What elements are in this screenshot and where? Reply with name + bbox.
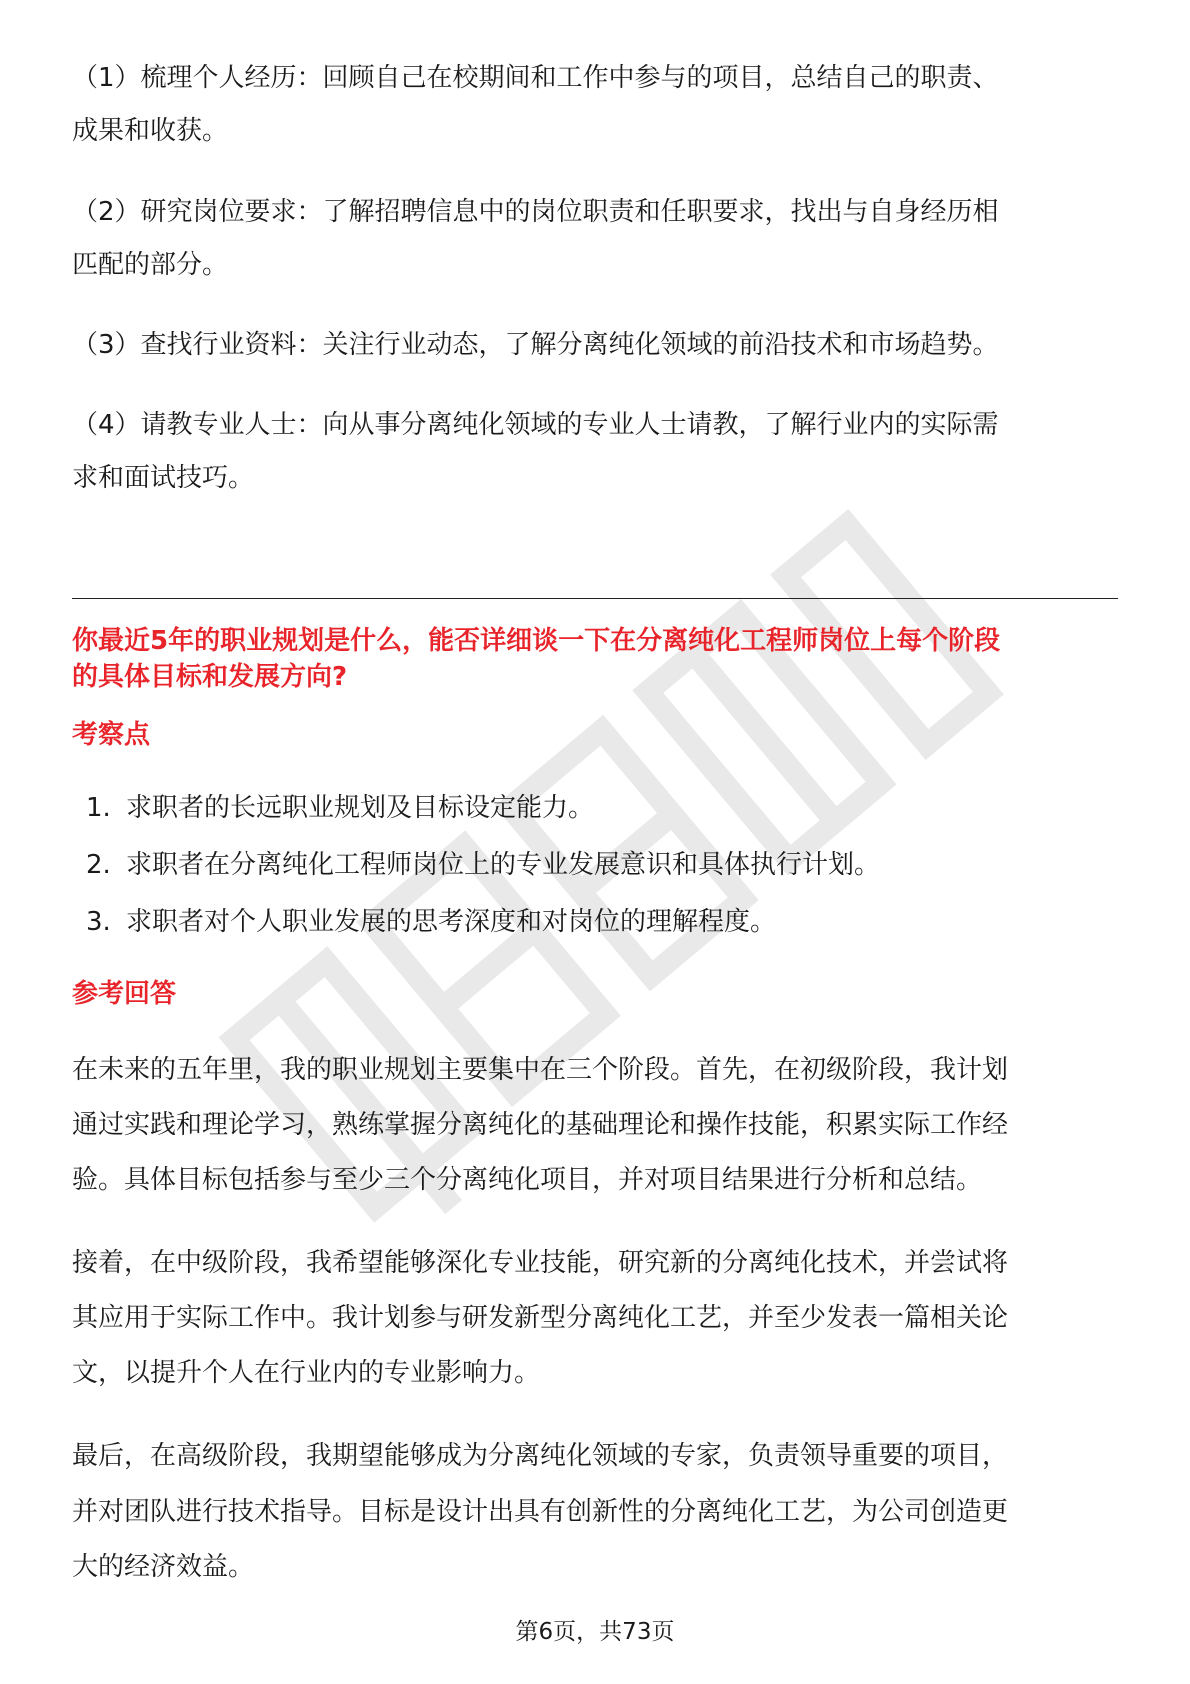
intro-item-1-line-1: （1）梳理个人经历：回顾自己在校期间和工作中参与的项目，总结自己的职责、 [72, 63, 999, 93]
list-item-text: 求职者对个人职业发展的思考深度和对岗位的理解程度。 [126, 907, 777, 937]
list-item-text: 求职者的长远职业规划及目标设定能力。 [126, 793, 595, 823]
list-item-number: 1. [86, 793, 111, 823]
intro-item-2-line-1: （2）研究岗位要求：了解招聘信息中的岗位职责和任职要求，找出与自身经历相 [72, 197, 999, 227]
exam-points-heading: 考察点 [72, 720, 151, 750]
answer-p1-line-1: 在未来的五年里，我的职业规划主要集中在三个阶段。首先，在初级阶段，我计划 [72, 1055, 1009, 1085]
question-line-1: 你最近5年的职业规划是什么，能否详细谈一下在分离纯化工程师岗位上每个阶段 [72, 626, 1001, 656]
intro-item-1-line-2: 成果和收获。 [72, 116, 229, 146]
section-divider [72, 598, 1118, 599]
list-item-number: 2. [86, 850, 111, 880]
page-number: 第6页，共73页 [515, 1619, 675, 1645]
answer-p1-line-3: 验。具体目标包括参与至少三个分离纯化项目，并对项目结果进行分析和总结。 [72, 1165, 983, 1195]
question-line-2: 的具体目标和发展方向? [72, 662, 348, 692]
answer-p3-line-2: 并对团队进行技术指导。目标是设计出具有创新性的分离纯化工艺，为公司创造更 [72, 1497, 1009, 1527]
answer-p2-line-3: 文，以提升个人在行业内的专业影响力。 [72, 1358, 541, 1388]
list-item-number: 3. [86, 907, 111, 937]
answer-heading: 参考回答 [72, 979, 177, 1009]
answer-p3-line-1: 最后，在高级阶段，我期望能够成为分离纯化领域的专家，负责领导重要的项目， [72, 1441, 1009, 1471]
answer-p1-line-2: 通过实践和理论学习，熟练掌握分离纯化的基础理论和操作技能，积累实际工作经 [72, 1110, 1009, 1140]
answer-p3-line-3: 大的经济效益。 [72, 1552, 255, 1582]
intro-item-3-line-1: （3）查找行业资料：关注行业动态，了解分离纯化领域的前沿技术和市场趋势。 [72, 330, 999, 360]
answer-p2-line-2: 其应用于实际工作中。我计划参与研发新型分离纯化工艺，并至少发表一篇相关论 [72, 1303, 1009, 1333]
intro-item-4-line-1: （4）请教专业人士：向从事分离纯化领域的专业人士请教，了解行业内的实际需 [72, 410, 999, 440]
intro-item-2-line-2: 匹配的部分。 [72, 250, 229, 280]
list-item-text: 求职者在分离纯化工程师岗位上的专业发展意识和具体执行计划。 [126, 850, 881, 880]
answer-p2-line-1: 接着，在中级阶段，我希望能够深化专业技能，研究新的分离纯化技术，并尝试将 [72, 1248, 1009, 1278]
intro-item-4-line-2: 求和面试技巧。 [72, 463, 255, 493]
